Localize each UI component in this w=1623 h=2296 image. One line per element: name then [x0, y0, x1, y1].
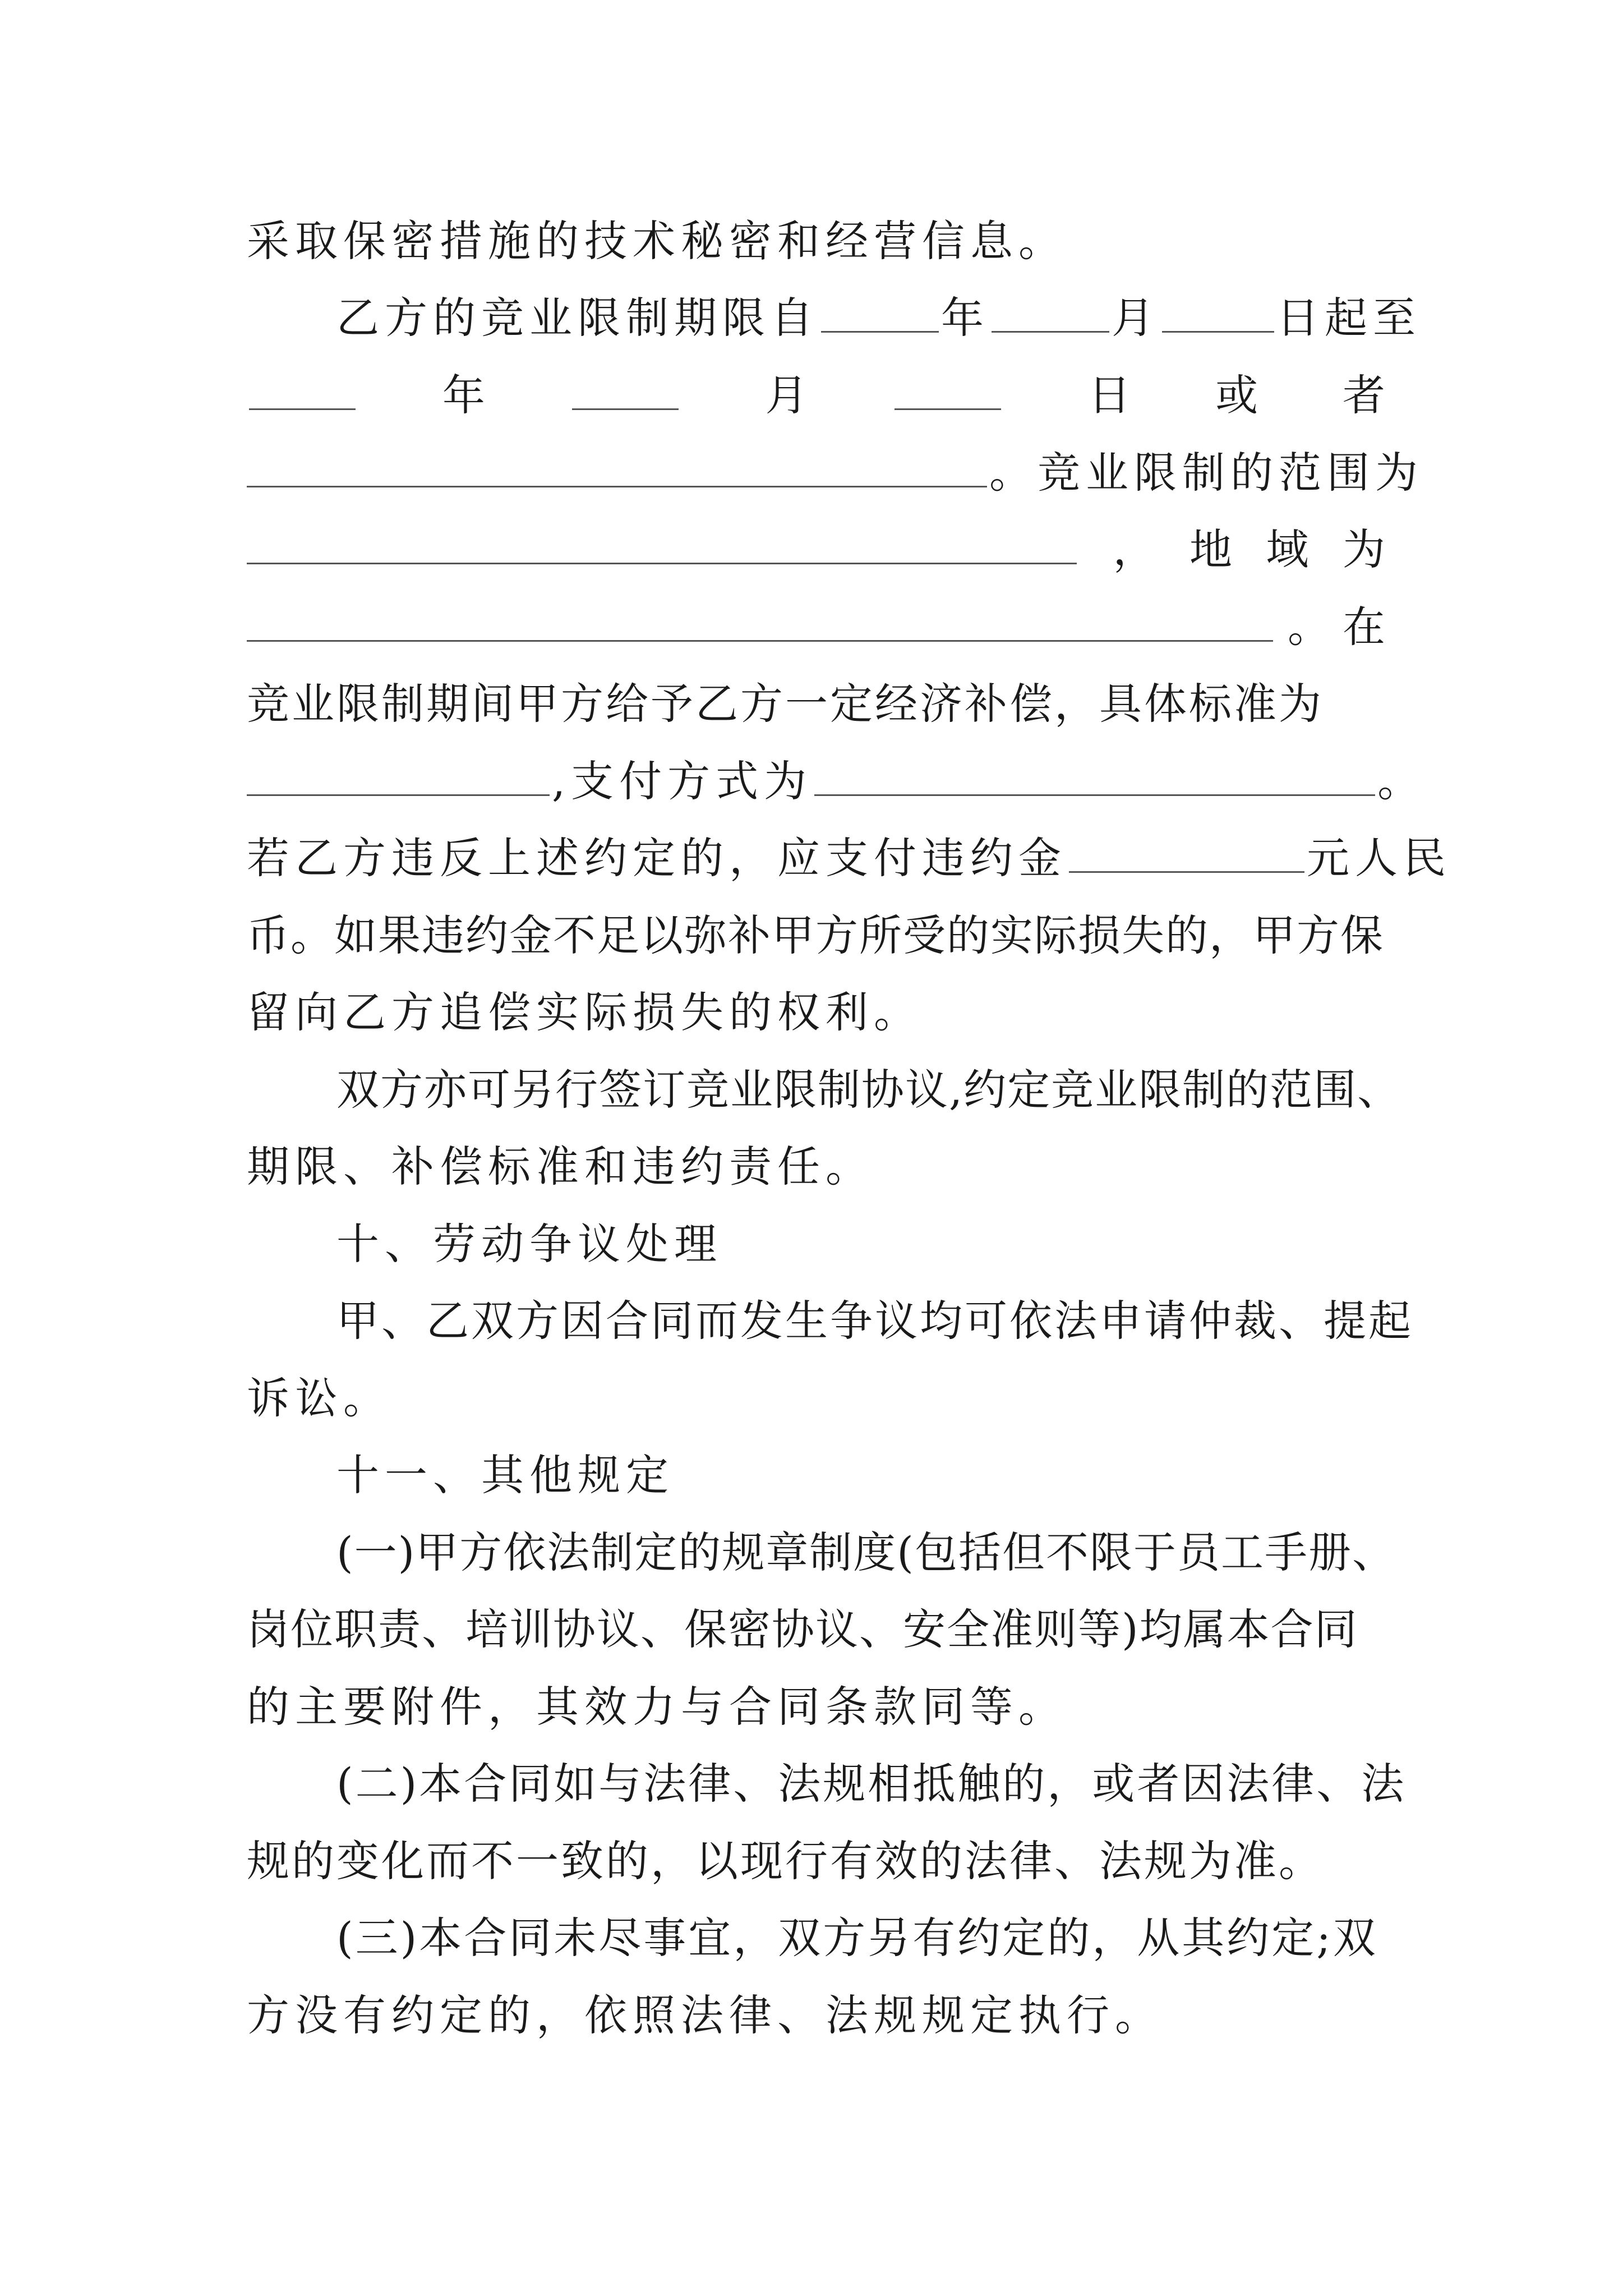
text-line: 留向乙方追偿实际损失的权利。	[247, 987, 922, 1037]
fill-blank[interactable]	[247, 761, 550, 796]
text-segment: 若乙方违反上述约定的，应支付违约金	[247, 833, 1067, 883]
text-segment: ，	[1113, 524, 1156, 574]
text-line: 诉讼。	[247, 1373, 391, 1423]
fill-blank[interactable]	[895, 375, 1001, 410]
text-line: 的主要附件，其效力与合同条款同等。	[247, 1682, 1067, 1732]
text-line: 币。如果违约金不足以弥补甲方所受的实际损失的，甲方保	[247, 910, 1384, 960]
fill-blank[interactable]	[249, 375, 356, 410]
text-segment: 日起至	[1276, 293, 1421, 343]
text-line	[247, 596, 1385, 658]
text-segment: 或	[1215, 370, 1258, 420]
text-line	[247, 365, 1385, 426]
text-segment: ,支付方式为	[552, 756, 813, 806]
text-segment: 。	[1377, 756, 1426, 806]
text-line: (三)本合同未尽事宜，双方另有约定的，从其约定;双	[336, 1913, 1378, 1963]
text-segment: 日	[1088, 370, 1131, 420]
text-line	[247, 519, 1385, 581]
text-line: 采取保密措施的技术秘密和经营信息。	[247, 216, 1067, 266]
fill-blank[interactable]	[821, 297, 939, 333]
text-segment: 。	[1288, 602, 1330, 652]
text-segment: 乙方的竞业限制期限自	[336, 293, 819, 343]
text-segment: 为	[1343, 524, 1385, 574]
text-line: 期限、补偿标准和违约责任。	[247, 1142, 874, 1191]
text-segment: 。竞业限制的范围为	[989, 448, 1423, 498]
text-line	[247, 751, 1426, 812]
section-heading: 十、劳动争议处理	[336, 1219, 722, 1269]
text-line: 竞业限制期间甲方给予乙方一定经济补偿，具体标准为	[247, 679, 1324, 729]
fill-blank[interactable]	[814, 761, 1375, 796]
text-segment: 域	[1266, 524, 1309, 574]
fill-blank[interactable]	[247, 529, 1077, 564]
text-line	[247, 827, 1451, 889]
fill-blank[interactable]	[247, 452, 987, 487]
text-line: 岗位职责、培训协议、保密协议、安全准则等)均属本合同	[247, 1604, 1358, 1654]
fill-blank[interactable]	[1069, 838, 1304, 873]
section-heading: 十一、其他规定	[336, 1450, 674, 1500]
text-line: 双方亦可另行签订竞业限制协议,约定竞业限制的范围、	[336, 1065, 1401, 1115]
text-segment: 年	[941, 293, 989, 343]
fill-blank[interactable]	[572, 375, 679, 410]
text-segment: 月	[1112, 293, 1160, 343]
text-segment: 在	[1343, 602, 1385, 652]
fill-blank[interactable]	[992, 297, 1109, 333]
fill-blank[interactable]	[247, 606, 1273, 642]
text-line: 规的变化而不一致的，以现行有效的法律、法规为准。	[247, 1836, 1324, 1886]
text-line: (二)本合同如与法律、法规相抵触的，或者因法律、法	[336, 1759, 1407, 1809]
text-line: (一)甲方依法制定的规章制度(包括但不限于员工手册、	[336, 1527, 1396, 1577]
fill-blank[interactable]	[1162, 297, 1274, 333]
text-line	[336, 287, 1421, 349]
text-line	[247, 442, 1423, 504]
text-line: 方没有约定的，依照法律、法规规定执行。	[247, 1990, 1163, 2040]
text-segment: 元人民	[1307, 833, 1451, 883]
text-segment: 年	[442, 370, 485, 420]
text-segment: 者	[1342, 370, 1385, 420]
text-line: 甲、乙双方因合同而发生争议均可依法申请仲裁、提起	[336, 1296, 1413, 1346]
text-segment: 月	[765, 370, 808, 420]
text-segment: 地	[1189, 524, 1232, 574]
